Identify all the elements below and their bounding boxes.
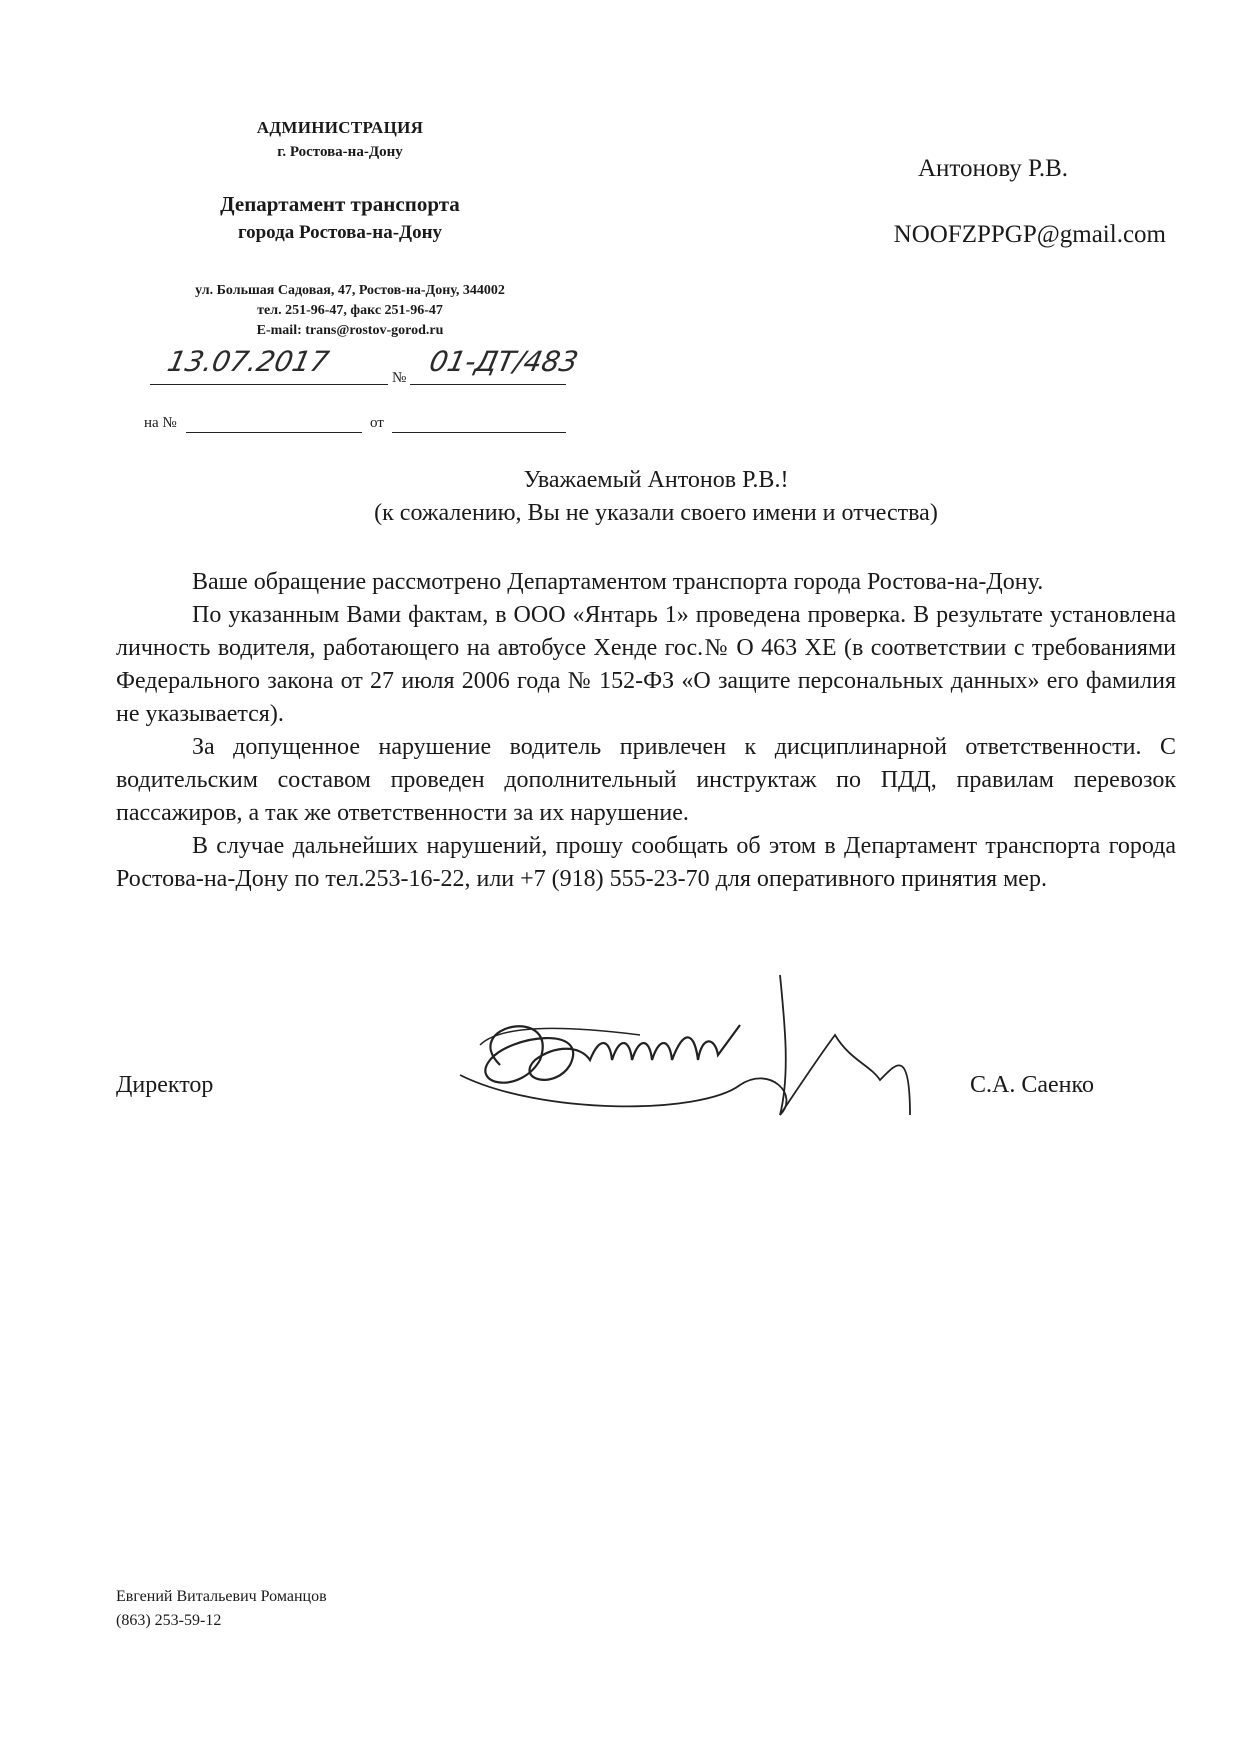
recipient-email: NOOFZPPGP@gmail.com: [893, 221, 1166, 248]
letterhead-email: E-mail: trans@rostov-gorod.ru: [256, 323, 444, 338]
date-underline: [150, 384, 388, 385]
salutation: Уважаемый Антонов Р.В.!: [523, 467, 789, 493]
letterhead-phone: тел. 251-96-47, факс 251-96-47: [257, 303, 443, 318]
registration-number-sign: №: [392, 370, 407, 386]
executor-name: Евгений Витальевич Романцов: [116, 1588, 327, 1605]
recipient-name: Антонову Р.В.: [917, 155, 1068, 182]
reference-label: на №: [144, 415, 177, 431]
reference-from-underline: [392, 432, 566, 433]
paragraph-2: По указанным Вами фактам, в ООО «Янтарь 1» проведена проверка. В результате установлена личность водителя, работающего на автобусе Хенде гос.№ О 463 ХЕ (в соответствии с требованиями Федерального закона от 27 июля 2006 года № 152-ФЗ «О защите персональных данных» его фамилия не указывается).: [116, 602, 1176, 727]
letterhead-department: Департамент транспорта: [220, 192, 460, 216]
letterhead-city: г. Ростова-на-Дону: [277, 144, 403, 160]
letterhead-admin: АДМИНИСТРАЦИЯ: [256, 118, 424, 137]
paragraph-3: За допущенное нарушение водитель привлечен к дисциплинарной ответственности. С водительским составом проведен дополнительный инструктаж по ПДД, правилам перевозок пассажиров, а так же ответственности за их нарушение.: [116, 734, 1176, 826]
executor-info: [116, 1585, 327, 1633]
reference-from-label: от: [370, 415, 384, 431]
handwritten-signature-icon: [440, 965, 960, 1135]
signatory-name: С.А. Саенко: [970, 1072, 1094, 1098]
paragraph-1: Ваше обращение рассмотрено Департаментом транспорта города Ростова-на-Дону.: [192, 569, 1044, 595]
letterhead-department-city: города Ростова-на-Дону: [237, 222, 443, 243]
registration-number: 01-ДТ/483: [426, 345, 582, 378]
executor-phone: (863) 253-59-12: [116, 1612, 222, 1629]
paragraph-4: В случае дальнейших нарушений, прошу сообщать об этом в Департамент транспорта города Ростова-на-Дону по тел.253-16-22, или +7 (918) 555-23-70 для оперативного принятия мер.: [116, 833, 1176, 892]
signatory-position: Директор: [116, 1072, 214, 1098]
letter-body: [116, 566, 1176, 896]
letterhead-contacts: [130, 281, 570, 341]
reference-underline: [186, 432, 362, 433]
salutation-note: (к сожалению, Вы не указали своего имени и отчества): [374, 500, 938, 526]
letterhead-address: ул. Большая Садовая, 47, Ростов-на-Дону, 344002: [195, 283, 505, 298]
number-underline: [410, 384, 566, 385]
registration-date: 13.07.2017: [164, 345, 332, 378]
